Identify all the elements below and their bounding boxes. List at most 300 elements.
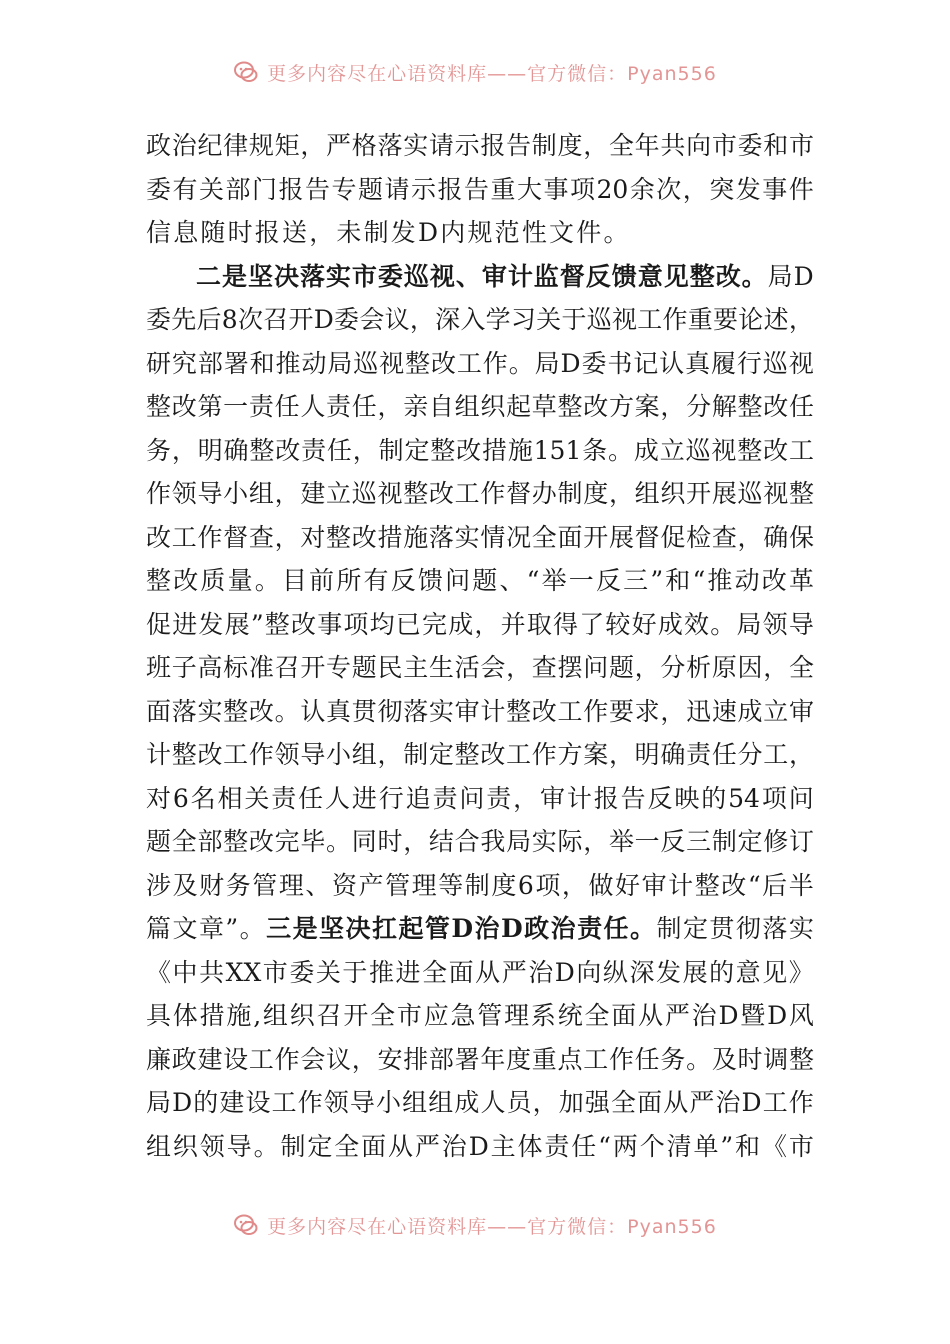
body-char: 重 <box>687 305 713 334</box>
body-char: 组 <box>248 479 274 508</box>
text-line <box>146 864 814 908</box>
body-char: 改 <box>275 435 301 465</box>
body-char: 整 <box>557 392 583 421</box>
body-char: 和 <box>735 1131 761 1161</box>
body-char: 关 <box>315 957 341 987</box>
body-char: 组 <box>262 1001 288 1030</box>
body-char: 责 <box>301 435 327 465</box>
body-char: 问 <box>445 566 471 595</box>
bold-heading-char: 政 <box>524 914 550 943</box>
body-char: 责 <box>686 740 712 769</box>
body-char: 作 <box>583 696 609 726</box>
text-line <box>146 472 814 516</box>
body-char: 局 <box>506 827 532 856</box>
body-char: ， <box>352 435 378 465</box>
body-char: 查 <box>531 653 557 682</box>
document-body <box>146 124 814 1168</box>
body-char: 自 <box>428 392 454 421</box>
body-char: 视 <box>763 479 789 508</box>
body-char: 20 <box>596 174 629 204</box>
body-char: 记 <box>633 348 659 378</box>
body-char: 任 <box>711 740 737 769</box>
body-char: 责 <box>271 783 297 813</box>
body-char: 巡 <box>351 479 377 508</box>
body-char: 点 <box>557 1044 583 1074</box>
body-char: 成 <box>448 609 474 639</box>
bold-heading-char: 治 <box>474 914 500 943</box>
body-char: 展 <box>224 609 250 639</box>
body-char: 主 <box>490 1131 516 1161</box>
body-char: 定 <box>682 914 708 943</box>
bold-heading-char: 治 <box>550 914 576 943</box>
body-char: XX <box>225 957 262 987</box>
body-char: ， <box>763 653 789 682</box>
body-char: 落 <box>377 131 403 160</box>
body-char: 明 <box>197 435 223 465</box>
body-char: 标 <box>223 653 249 682</box>
body-char: 规 <box>248 131 274 160</box>
bold-heading-char: 落 <box>299 261 325 291</box>
body-char: 严 <box>326 131 352 160</box>
body-char: 改 <box>583 392 609 421</box>
body-char: 取 <box>526 609 552 639</box>
bold-heading-char: 二 <box>196 261 222 291</box>
body-char: 摆 <box>557 653 583 682</box>
body-char: 度 <box>557 131 583 160</box>
body-char: ， <box>532 1088 558 1117</box>
body-char: 落 <box>428 522 454 552</box>
text-line <box>146 255 814 299</box>
body-char: 篇 <box>146 914 172 943</box>
body-char: 导 <box>197 479 223 508</box>
body-char: “ <box>747 870 761 900</box>
body-char: 生 <box>428 653 454 682</box>
bold-heading-char: 三 <box>266 914 292 943</box>
body-char: 面 <box>146 696 172 726</box>
body-char: 量 <box>227 566 253 595</box>
body-char: 问 <box>583 653 609 682</box>
body-char: 一 <box>634 827 660 856</box>
body-char: 工 <box>454 479 480 508</box>
body-char: 工 <box>456 348 482 378</box>
body-char: 彻 <box>377 696 403 726</box>
body-char: 。 <box>608 435 634 465</box>
body-char: 三 <box>686 827 712 856</box>
body-char: 作 <box>297 1088 323 1117</box>
body-char: ， <box>608 479 634 508</box>
body-char: 政 <box>171 1044 197 1074</box>
body-char: 改 <box>531 696 557 726</box>
body-char: 文 <box>172 914 198 943</box>
body-char: 设 <box>245 1088 271 1117</box>
body-char: 督 <box>634 522 660 552</box>
body-char: 审 <box>788 696 814 726</box>
body-char: 工 <box>788 435 814 465</box>
body-char: 督 <box>223 522 249 552</box>
body-char: 书 <box>607 348 633 378</box>
body-char: 从 <box>663 1088 689 1117</box>
body-char: 有 <box>172 174 198 204</box>
body-char: 组 <box>428 1088 454 1117</box>
body-char: 重 <box>490 174 516 204</box>
body-char: 从 <box>475 957 501 987</box>
text-line <box>146 603 814 647</box>
body-char: 关 <box>244 783 270 813</box>
body-char: 动 <box>734 566 760 595</box>
body-char: 会 <box>359 305 385 334</box>
body-char: 小 <box>326 740 352 769</box>
body-char: 于 <box>342 957 368 987</box>
body-char: 要 <box>713 305 739 334</box>
body-char: 和 <box>665 566 691 595</box>
body-char: 示 <box>454 131 480 160</box>
body-char: 毕 <box>300 827 326 856</box>
body-char: 改 <box>290 609 316 639</box>
body-char: 审 <box>540 783 566 813</box>
body-char: 意 <box>735 957 761 987</box>
body-char: 作 <box>248 740 274 769</box>
body-char: 反 <box>647 783 673 813</box>
body-char: 巡 <box>737 479 763 508</box>
body-char: 视 <box>377 479 403 508</box>
body-char: 得 <box>553 609 579 639</box>
bold-heading-char: 审 <box>481 261 507 291</box>
body-char: ， <box>788 740 814 769</box>
body-char: 准 <box>248 653 274 682</box>
body-char: 较 <box>605 609 631 639</box>
body-char: 所 <box>336 566 362 595</box>
body-char: 整 <box>506 696 532 726</box>
text-line <box>146 1125 814 1169</box>
bold-heading-char: 监 <box>533 261 559 291</box>
body-char: 作 <box>197 522 223 552</box>
body-char: 局 <box>767 261 793 291</box>
body-char: 案 <box>634 392 660 421</box>
body-char: 项 <box>761 783 787 813</box>
body-char: 深 <box>435 305 461 334</box>
body-char: 关 <box>199 174 225 204</box>
body-char: 面 <box>637 1088 663 1117</box>
body-char: 进 <box>395 957 421 987</box>
body-char: 报 <box>437 174 463 204</box>
body-char: 推 <box>707 566 733 595</box>
text-line <box>146 342 814 386</box>
body-char: 个 <box>639 1131 665 1161</box>
body-char: ， <box>274 522 300 552</box>
body-char: ， <box>300 131 326 160</box>
body-char: 导 <box>788 609 814 639</box>
body-char: 部 <box>197 348 223 378</box>
body-char: 组 <box>454 392 480 421</box>
body-char: ， <box>377 392 403 421</box>
body-char: 治 <box>715 1088 741 1117</box>
body-char: 前 <box>309 566 335 595</box>
body-char: 彻 <box>735 914 761 943</box>
body-char: 领 <box>171 479 197 508</box>
bold-heading-char: 意 <box>637 261 663 291</box>
body-char: 整 <box>146 566 172 595</box>
body-char: 及 <box>711 1044 737 1074</box>
body-char: 领 <box>199 1131 225 1161</box>
body-char: 市 <box>788 1131 814 1161</box>
body-char: 召 <box>263 305 289 334</box>
body-char: 报 <box>593 783 619 813</box>
bold-heading-char: D <box>501 914 523 943</box>
body-char: 治 <box>171 131 197 160</box>
body-char: 《 <box>761 1131 787 1161</box>
body-char: 一 <box>223 392 249 421</box>
body-char: 起 <box>506 392 532 421</box>
body-char: 子 <box>171 653 197 682</box>
body-char: 整 <box>146 392 172 421</box>
body-char: 加 <box>558 1088 584 1117</box>
body-char: 向 <box>686 131 712 160</box>
text-line <box>146 820 814 864</box>
body-char: 活 <box>454 653 480 682</box>
body-char: 。 <box>239 914 265 943</box>
body-char: 示 <box>411 174 437 204</box>
body-char: 委 <box>334 305 360 334</box>
body-char: 领 <box>323 1088 349 1117</box>
body-char: 责 <box>326 392 352 421</box>
body-char: 实 <box>197 696 223 726</box>
body-char: 改 <box>430 348 456 378</box>
body-char: 制 <box>378 435 404 465</box>
body-char: 全 <box>608 131 634 160</box>
body-char: 有 <box>363 566 389 595</box>
body-char: 视 <box>379 348 405 378</box>
body-char: 作 <box>482 348 508 378</box>
body-char: 严 <box>689 1088 715 1117</box>
body-char: 制 <box>531 131 557 160</box>
body-char: 做 <box>588 870 614 900</box>
body-char: 人 <box>480 1088 506 1117</box>
body-char: 于 <box>561 305 587 334</box>
body-char: 理 <box>504 1001 530 1030</box>
body-char: 年 <box>634 131 660 160</box>
body-char: , <box>253 1001 262 1030</box>
watermark-text: 更多内容尽在心语资料库——官方微信：Pyan556 <box>267 1215 717 1238</box>
body-char: 市 <box>396 1001 422 1030</box>
wechat-logo-icon <box>233 59 259 85</box>
body-char: 见 <box>762 957 788 987</box>
body-char: 强 <box>584 1088 610 1117</box>
body-char: 理 <box>411 870 437 900</box>
body-char: 中 <box>172 957 198 987</box>
body-char: 进 <box>172 609 198 639</box>
body-char: 开 <box>288 305 314 334</box>
body-char: 管 <box>252 870 278 900</box>
body-char: 矩 <box>274 131 300 160</box>
body-char: 工 <box>557 696 583 726</box>
body-char: ， <box>788 305 814 334</box>
body-char: 时 <box>377 827 403 856</box>
bold-heading-char: D <box>451 914 474 943</box>
body-char: ， <box>583 827 609 856</box>
body-char: 整 <box>264 609 290 639</box>
body-char: 名 <box>190 783 216 813</box>
body-char: 开 <box>583 522 609 552</box>
body-char: “ <box>692 566 706 595</box>
body-char: 小 <box>223 479 249 508</box>
bold-heading-char: 责 <box>577 914 603 943</box>
body-char: 认 <box>659 348 685 378</box>
body-char: 相 <box>217 783 243 813</box>
bold-heading-char: 坚 <box>247 261 273 291</box>
body-char: 要 <box>608 696 634 726</box>
body-char: 度 <box>506 1044 532 1074</box>
body-char: 计 <box>668 870 694 900</box>
body-char: 整 <box>405 348 431 378</box>
body-char: 清 <box>666 1131 692 1161</box>
bold-heading-char: 督 <box>559 261 585 291</box>
body-char: 件 <box>788 174 814 204</box>
body-char: 委 <box>146 174 172 204</box>
body-char: 政 <box>146 131 172 160</box>
body-char: 。 <box>710 609 736 639</box>
body-char: 措 <box>481 435 507 465</box>
body-char: 委 <box>581 348 607 378</box>
body-char: 织 <box>289 1001 315 1030</box>
body-char: 我 <box>480 827 506 856</box>
body-char: 系 <box>530 1001 556 1030</box>
body-char: 立 <box>326 479 352 508</box>
body-char: 任 <box>634 1044 660 1074</box>
body-char: 案 <box>583 740 609 769</box>
body-char: 制 <box>403 740 429 769</box>
bold-heading-char: 任 <box>603 914 629 943</box>
body-char: 面 <box>557 522 583 552</box>
body-char: 从 <box>388 1131 414 1161</box>
body-char: ， <box>409 305 435 334</box>
body-char: 整 <box>430 435 456 465</box>
body-char: 草 <box>531 392 557 421</box>
body-char: 速 <box>711 696 737 726</box>
body-char: ， <box>351 1044 377 1074</box>
body-char: 人 <box>300 392 326 421</box>
body-char: 整 <box>223 696 249 726</box>
body-char: 调 <box>763 1044 789 1074</box>
bold-heading-char: 计 <box>507 261 533 291</box>
text-line <box>146 733 814 777</box>
body-char: 任 <box>298 783 324 813</box>
body-char: 会 <box>480 653 506 682</box>
bold-heading-char: 决 <box>273 261 299 291</box>
body-char: 》 <box>788 957 814 987</box>
body-char: 工 <box>506 740 532 769</box>
body-char: 完 <box>422 609 448 639</box>
body-char: 纵 <box>602 957 628 987</box>
body-char: 理 <box>278 870 304 900</box>
body-char: 定 <box>404 435 430 465</box>
body-char: 改 <box>248 696 274 726</box>
body-char: 工 <box>271 1088 297 1117</box>
body-char: 反 <box>595 566 621 595</box>
body-char: ， <box>513 783 539 813</box>
bold-heading-char: 是 <box>221 261 247 291</box>
body-char: D <box>767 1001 788 1030</box>
body-char: 成 <box>633 435 659 465</box>
body-char: 视 <box>611 305 637 334</box>
body-char: 小 <box>376 1088 402 1117</box>
body-char: 共 <box>660 131 686 160</box>
body-char: 计 <box>480 696 506 726</box>
bold-heading-char: 、 <box>455 261 481 291</box>
body-char: ， <box>171 435 197 465</box>
body-char: 告 <box>620 783 646 813</box>
body-char: D <box>468 1131 489 1161</box>
body-char: 并 <box>500 609 526 639</box>
body-char: 计 <box>146 740 172 769</box>
body-char: 展 <box>711 479 737 508</box>
body-char: 任 <box>351 392 377 421</box>
body-char: 督 <box>506 479 532 508</box>
body-char: 好 <box>615 870 641 900</box>
body-char: 两 <box>612 1131 638 1161</box>
body-char: 6 <box>172 783 189 813</box>
body-char: 半 <box>788 870 814 900</box>
body-char: 廉 <box>146 1044 172 1074</box>
body-char: 管 <box>385 870 411 900</box>
body-char: 视 <box>788 348 814 378</box>
body-char: 巡 <box>586 305 612 334</box>
body-char: 制 <box>280 1131 306 1161</box>
body-char: 项 <box>535 870 561 900</box>
body-char: 改 <box>721 870 747 900</box>
body-char: 组 <box>402 1088 428 1117</box>
body-char: 。 <box>274 696 300 726</box>
body-char: 情 <box>480 522 506 552</box>
body-char: 成 <box>737 696 763 726</box>
body-char: 导 <box>226 1131 252 1161</box>
body-char: 召 <box>274 653 300 682</box>
wechat-logo-icon <box>233 1212 259 1238</box>
body-char: 设 <box>223 1044 249 1074</box>
body-char: D <box>718 1001 739 1030</box>
body-char: 改 <box>456 435 482 465</box>
body-char: 告 <box>506 131 532 160</box>
body-char: ” <box>250 609 264 639</box>
body-char: 责 <box>544 1131 570 1161</box>
body-char: 导 <box>300 740 326 769</box>
body-char: 定 <box>737 827 763 856</box>
body-char: 开 <box>343 1001 369 1030</box>
body-char: 和 <box>249 348 275 378</box>
body-char: 组 <box>634 479 660 508</box>
body-char: 实 <box>428 696 454 726</box>
body-char: 先 <box>171 305 197 334</box>
body-char: 整 <box>171 740 197 769</box>
body-char: 同 <box>351 827 377 856</box>
body-char: 事 <box>543 174 569 204</box>
body-char: 落 <box>171 696 197 726</box>
body-char: 巡 <box>685 435 711 465</box>
body-char: 发 <box>735 174 761 204</box>
body-char: D <box>172 1088 193 1117</box>
body-char: 责 <box>248 392 274 421</box>
body-char: 况 <box>506 522 532 552</box>
body-char: 目 <box>281 566 307 595</box>
body-char: 好 <box>631 609 657 639</box>
body-char: 事 <box>762 174 788 204</box>
body-char: 面 <box>611 1001 637 1030</box>
body-char: D <box>793 261 814 291</box>
body-char: 改 <box>146 522 172 552</box>
bold-heading-char: 视 <box>429 261 455 291</box>
body-char: 织 <box>660 479 686 508</box>
body-char: 结 <box>428 827 454 856</box>
body-char: ， <box>737 522 763 552</box>
